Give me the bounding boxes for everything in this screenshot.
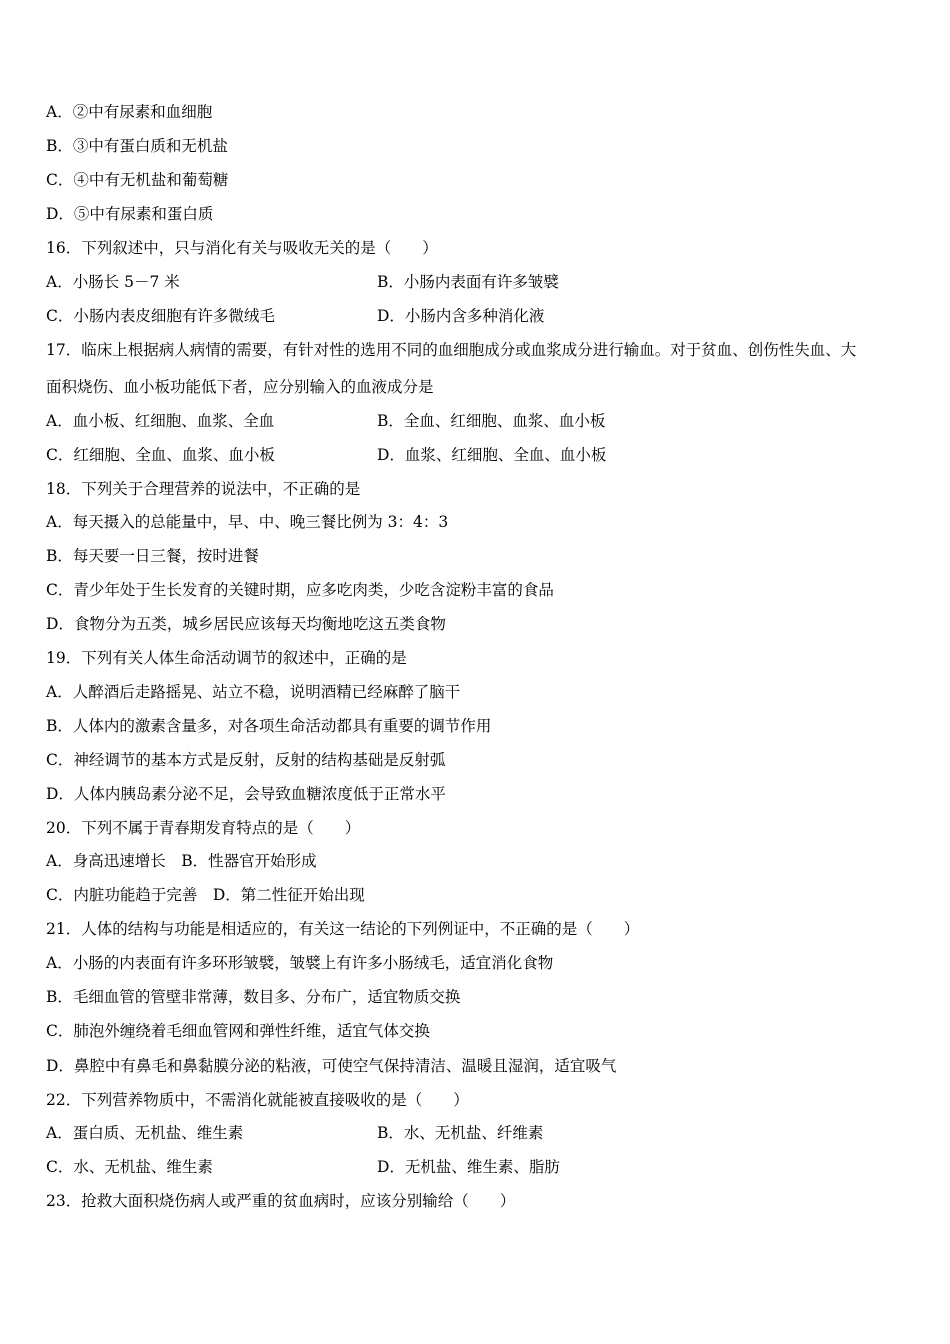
option-line-right: D．血浆、红细胞、全血、血小板 (377, 446, 607, 464)
option-line-right: B．水、无机盐、纤维素 (377, 1124, 544, 1142)
option-line: A．血小板、红细胞、血浆、全血 (46, 412, 275, 430)
question-17: 17．临床上根据病人病情的需要，有针对性的选用不同的血细胞成分或血浆成分进行输血。对于贫血、创伤性失血、大 (46, 341, 857, 359)
option-line: B．③中有蛋白质和无机盐 (46, 137, 228, 155)
option-line: A．蛋白质、无机盐、维生素 (46, 1124, 244, 1142)
option-line: C．④中有无机盐和葡萄糖 (46, 171, 229, 189)
question-18: 18．下列关于合理营养的说法中，不正确的是 (46, 480, 361, 498)
option-line: C．红细胞、全血、血浆、血小板 (46, 446, 275, 464)
option-line: C．青少年处于生长发育的关键时期，应多吃肉类，少吃含淀粉丰富的食品 (46, 581, 554, 599)
option-line-right: B．小肠内表面有许多皱襞 (377, 273, 559, 291)
option-line: B．每天要一日三餐，按时进餐 (46, 547, 259, 565)
option-line: A．小肠的内表面有许多环形皱襞，皱襞上有许多小肠绒毛，适宜消化食物 (46, 954, 554, 972)
option-line-right: D．无机盐、维生素、脂肪 (377, 1158, 560, 1176)
option-line: A．小肠长 5－7 米 (46, 273, 180, 291)
option-line: D．鼻腔中有鼻毛和鼻黏膜分泌的粘液，可使空气保持清洁、温暖且湿润，适宜吸气 (46, 1057, 617, 1075)
option-line-right: D．小肠内含多种消化液 (377, 307, 545, 325)
option-line: B．人体内的激素含量多，对各项生命活动都具有重要的调节作用 (46, 717, 492, 735)
option-line: D．食物分为五类，城乡居民应该每天均衡地吃这五类食物 (46, 615, 446, 633)
option-line: C．神经调节的基本方式是反射，反射的结构基础是反射弧 (46, 751, 446, 769)
question-17-cont: 面积烧伤、血小板功能低下者，应分别输入的血液成分是 (46, 378, 434, 396)
question-21: 21．人体的结构与功能是相适应的，有关这一结论的下列例证中，不正确的是（ ） (46, 920, 640, 938)
option-line: A．每天摄入的总能量中，早、中、晚三餐比例为 3：4：3 (46, 513, 449, 531)
option-line: C．小肠内表皮细胞有许多微绒毛 (46, 307, 275, 325)
option-line: D．人体内胰岛素分泌不足，会导致血糖浓度低于正常水平 (46, 785, 446, 803)
option-line-right: B．全血、红细胞、血浆、血小板 (377, 412, 606, 430)
question-23: 23．抢救大面积烧伤病人或严重的贫血病时，应该分别输给（ ） (46, 1192, 516, 1210)
question-20: 20．下列不属于青春期发育特点的是（ ） (46, 819, 361, 837)
option-line: D．⑤中有尿素和蛋白质 (46, 205, 214, 223)
option-line: A．身高迅速增长 B．性器官开始形成 (46, 852, 317, 870)
option-line: C．水、无机盐、维生素 (46, 1158, 213, 1176)
option-line: A．②中有尿素和血细胞 (46, 103, 213, 121)
question-19: 19．下列有关人体生命活动调节的叙述中，正确的是 (46, 649, 407, 667)
option-line: A．人醉酒后走路摇晃、站立不稳，说明酒精已经麻醉了脑干 (46, 683, 461, 701)
question-16: 16．下列叙述中，只与消化有关与吸收无关的是（ ） (46, 239, 438, 257)
option-line: C．肺泡外缠绕着毛细血管网和弹性纤维，适宜气体交换 (46, 1022, 430, 1040)
option-line: B．毛细血管的管壁非常薄，数目多、分布广，适宜物质交换 (46, 988, 461, 1006)
question-22: 22．下列营养物质中，不需消化就能被直接吸收的是（ ） (46, 1091, 469, 1109)
option-line: C．内脏功能趋于完善 D．第二性征开始出现 (46, 886, 365, 904)
